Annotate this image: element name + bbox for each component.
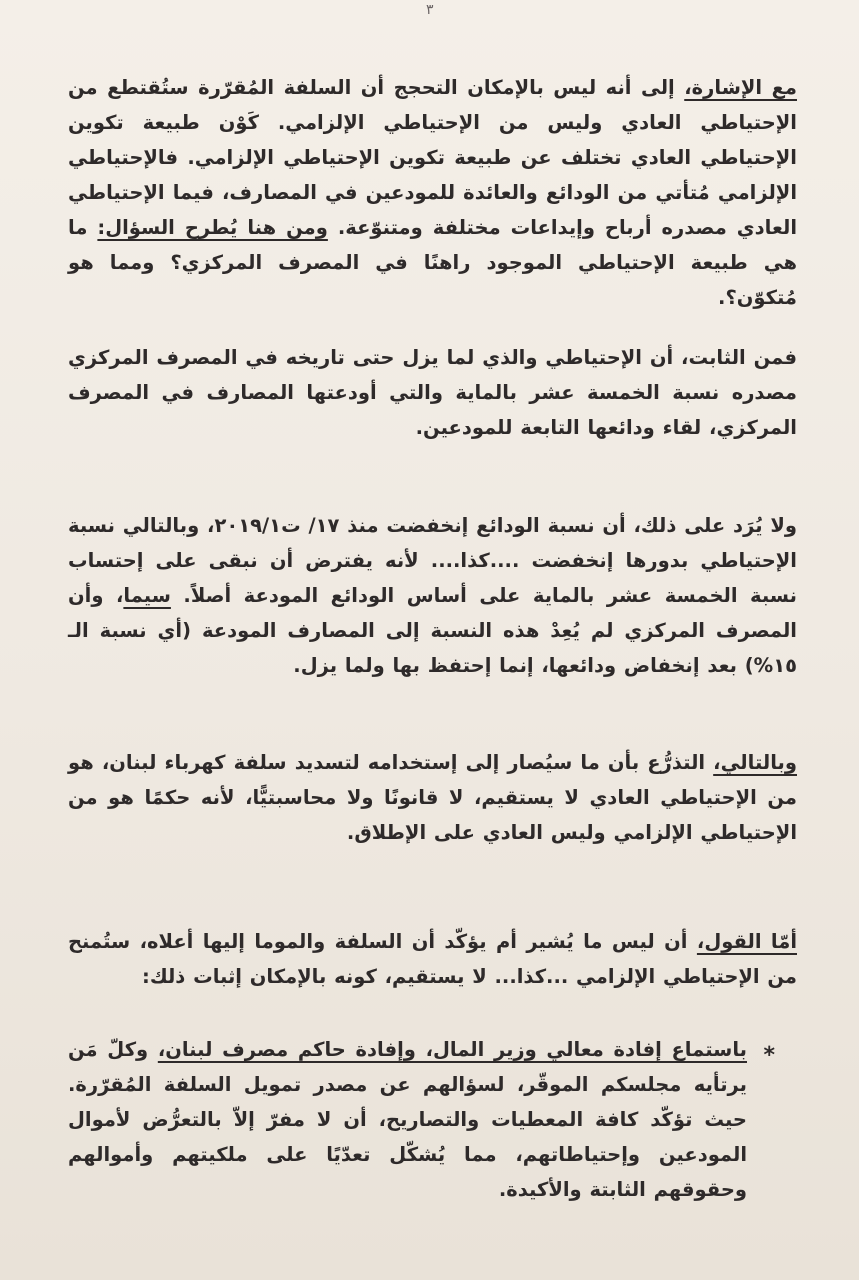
paragraph-2 (68, 340, 797, 445)
paragraph-4-text: التذرُّع بأن ما سيُصار إلى إستخدامه لتسديد سلفة كهرباء لبنان، هو من الإحتياطي العادي لا يستقيم، لا قانونًا ولا محاسبتيًّا، لأنه حكمًا هو من الإحتياطي الإلزامي وليس العادي على الإطلاق. (68, 751, 797, 844)
paragraph-4-lead: وبالتالي، (713, 751, 797, 774)
page-number: ٣ (426, 2, 434, 18)
paragraph-6-lead: باستماع إفادة معالي وزير المال، وإفادة حاكم مصرف لبنان، (157, 1038, 747, 1061)
paragraph-1 (68, 70, 797, 315)
paragraph-1-text-b: ما هي طبيعة الإحتياطي الموجود راهنًا في المصرف المركزي؟ ومما هو مُتكوّن؟. (68, 216, 797, 309)
paragraph-5-lead: أمّا القول، (696, 930, 797, 953)
paragraph-3-text-b: ، وأن المصرف المركزي لم يُعِدْ هذه النسبة إلى المصارف المودعة (أي نسبة الـ ١٥%) بعد إنخفاض ودائعها، إنما إحتفظ بها ولما يزل. (68, 584, 797, 677)
bullet-marker: * (763, 1043, 775, 1068)
paragraph-1-question-phrase: ومن هنا يُطرح السؤال: (97, 216, 328, 239)
paragraph-6-text: وكلّ مَن يرتأيه مجلسكم الموقّر، لسؤالهم عن مصدر تمويل السلفة المُقرّرة. حيث تؤكّد كافة المعطيات والتصاريح، أن لا مفرّ إلاّ بالتعرُّض لأموال المودعين وإحتياطاتهم، مما يُشكّل تعدّيًا على ملكيتهم وأموالهم وحقوقهم الثابتة والأكيدة. (68, 1038, 747, 1201)
paragraph-3-underlined-word: سيما (123, 584, 171, 607)
paragraph-5-text: أن ليس ما يُشير أم يؤكّد أن السلفة والموما إليها أعلاه، ستُمنح من الإحتياطي الإلزامي ...كذا... لا يستقيم، كونه بالإمكان إثبات ذلك: (68, 930, 797, 988)
paragraph-2-text: فمن الثابت، أن الإحتياطي والذي لما يزل حتى تاريخه في المصرف المركزي مصدره نسبة الخمسة عشر بالماية والتي أودعتها المصارف في المصرف المركزي، لقاء ودائعها التابعة للمودعين. (68, 346, 797, 439)
paragraph-1-lead: مع الإشارة، (684, 76, 797, 99)
paragraph-3-text-a: ولا يُرَد على ذلك، أن نسبة الودائع إنخفضت منذ ١٧/ ت٢٠١٩/١، وبالتالي نسبة الإحتياطي بدورها إنخفضت ....كذا.... لأنه يفترض أن نبقى على إحتساب نسبة الخمسة عشر بالماية على أساس الودائع المودعة أصلاً. (68, 514, 797, 607)
paragraph-3 (68, 508, 797, 683)
paragraph-1-text-a: إلى أنه ليس بالإمكان التحجج أن السلفة المُقرّرة ستُقتطع من الإحتياطي العادي وليس من الإحتياطي الإلزامي. كَوْن طبيعة تكوين الإحتياطي العادي تختلف عن طبيعة تكوين الإحتياطي الإلزامي. فالإحتياطي الإلزامي مُتأتي من الودائع والعائدة للمودعين في المصارف، فيما الإحتياطي العادي مصدره أرباح وإيداعات مختلفة ومتنوّعة. (68, 76, 798, 239)
paragraph-4 (68, 745, 797, 850)
paragraph-6-bullet (68, 1032, 747, 1207)
paragraph-5 (68, 924, 797, 994)
